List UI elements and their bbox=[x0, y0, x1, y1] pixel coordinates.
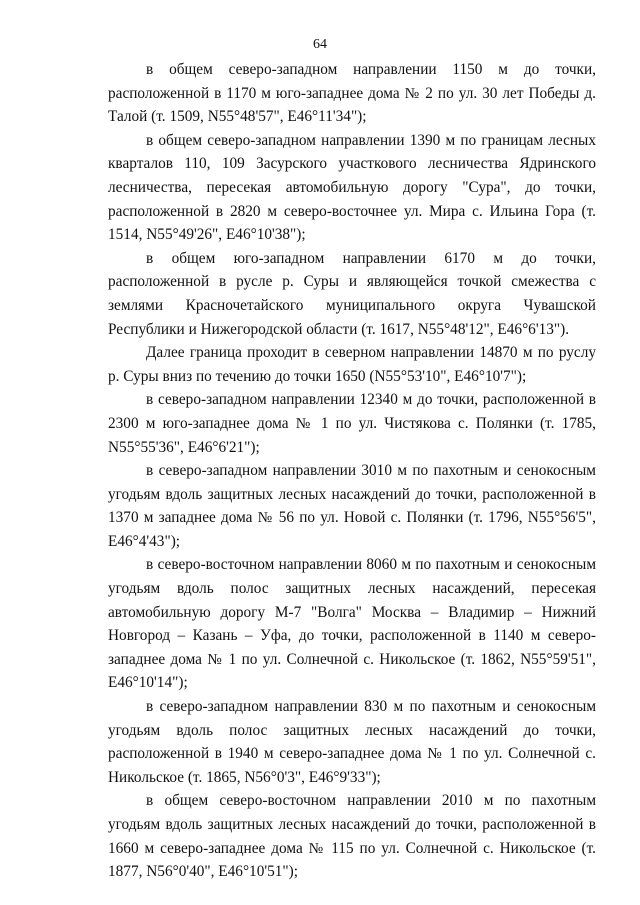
paragraph: в северо-восточном направлении 8060 м по пахотным и сенокосным угодьям вдоль полос защитных лесных насаждений, пересекая автомобильную дорогу М-7 "Волга" Москва – Владимир – Нижний Новгород – Казань – Уфа, до точки, расположенной в 1140 м северо-западнее дома № 1 по ул. Солнечной с. Никольское (т. 1862, N55°59'51", E46°10'14"); bbox=[108, 556, 596, 692]
paragraph: в общем северо-восточном направлении 2010 м по пахотным угодьям вдоль защитных лесных насаждений до точки, расположенной в 1660 м северо-западнее дома № 115 по ул. Солнечной с. Никольское (т. 1877, N56°0'40", E46°10'51"); bbox=[108, 792, 596, 881]
page-number: 64 bbox=[313, 37, 327, 52]
paragraph: в общем северо-западном направлении 1150 м до точки, расположенной в 1170 м юго-западнее дома № 2 по ул. 30 лет Победы д. Талой (т. 1509, N55°48'57", E46°11'34"); bbox=[108, 61, 596, 126]
paragraph: в общем северо-западном направлении 1390 м по границам лесных кварталов 110, 109 Засурского участкового лесничества Ядринского лесничества, пересекая автомобильную дорогу "Сура", до точки, расположенной в 2820 м северо-восточнее ул. Мира с. Ильина Гора (т. 1514, N55°49'26", E46°10'38"); bbox=[108, 131, 596, 244]
paragraph: в северо-западном направлении 12340 м до точки, расположенной в 2300 м юго-западнее дома № 1 по ул. Чистякова с. Полянки (т. 1785, N55°55'36", E46°6'21"); bbox=[108, 391, 596, 456]
paragraph: Далее граница проходит в северном направлении 14870 м по руслу р. Суры вниз по течению до точки 1650 (N55°53'10", E46°10'7"); bbox=[108, 344, 596, 385]
document-body bbox=[108, 58, 596, 884]
paragraph: в общем юго-западном направлении 6170 м до точки, расположенной в русле р. Суры и являющейся точкой смежества с землями Красночетайского муниципального округа Чувашской Республики и Нижегородской области (т. 1617, N55°48'12", E46°6'13"). bbox=[108, 249, 596, 338]
paragraph: в северо-западном направлении 830 м по пахотным и сенокосным угодьям вдоль полос защитных лесных насаждений до точки, расположенной в 1940 м северо-западнее дома № 1 по ул. Солнечной с. Никольское (т. 1865, N56°0'3", E46°9'33"); bbox=[108, 698, 596, 786]
paragraph: в северо-западном направлении 3010 м по пахотным и сенокосным угодьям вдоль защитных лесных насаждений до точки, расположенной в 1370 м западнее дома № 56 по ул. Новой с. Полянки (т. 1796, N55°56'5", E46°4'43"); bbox=[108, 462, 596, 550]
